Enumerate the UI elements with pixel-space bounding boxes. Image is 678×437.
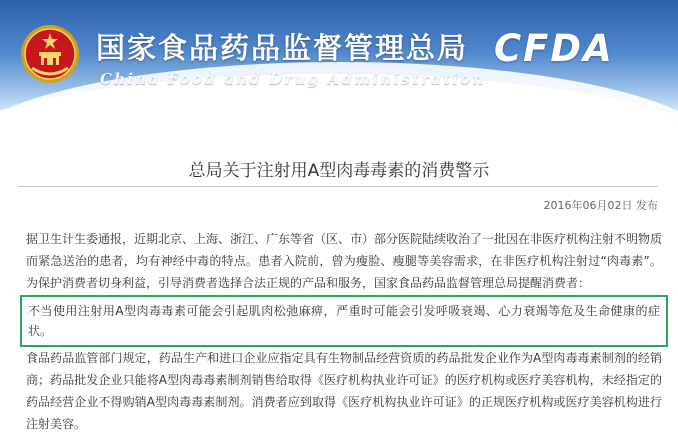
agency-name-cn: 国家食品药品监督管理总局 [96, 31, 469, 65]
article-body [26, 228, 662, 435]
title-divider [18, 186, 658, 187]
cfda-logo: CFDA [494, 27, 614, 70]
article-title: 总局关于注射用A型肉毒毒素的消费警示 [188, 161, 490, 181]
agency-name-en: China Food and Drug Administration [100, 70, 486, 88]
paragraph-regulation: 食品药品监管部门规定，药品生产和进口企业应指定具有生物制品经营资质的药品批发企业作为A型肉毒毒素制剂的经销商；药品批发企业只能将A型肉毒毒素制剂销售给取得《医疗机构执业许可证》的医疗机构或医疗美容机构，未经指定的药品经营企业不得购销A型肉毒毒素制剂。消费者应到取得《医疗机构执业许可证》的正规医疗机构或医疗美容机构进行注射美容。 [26, 351, 662, 431]
paragraph-intro: 据卫生计生委通报，近期北京、上海、浙江、广东等省（区、市）部分医院陆续收治了一批因在非医疗机构注射不明物质而紧急送治的患者，均有神经中毒的特点。患者入院前，曾为瘦脸、瘦腿等美容需求，在非医疗机构注射过“肉毒素”。为保护消费者切身利益，引导消费者选择合法正规的产品和服务，国家食品药品监督管理总局提醒消费者： [26, 232, 663, 290]
header-banner [0, 0, 678, 114]
national-emblem-icon [20, 24, 80, 84]
publish-date: 2016年06月02日 发布 [543, 199, 658, 212]
warning-highlight: 不当使用注射用A型肉毒毒素可能会引起肌肉松弛麻痹，严重时可能会引发呼吸衰竭、心力衰竭等危及生命健康的症状。 [20, 295, 668, 347]
